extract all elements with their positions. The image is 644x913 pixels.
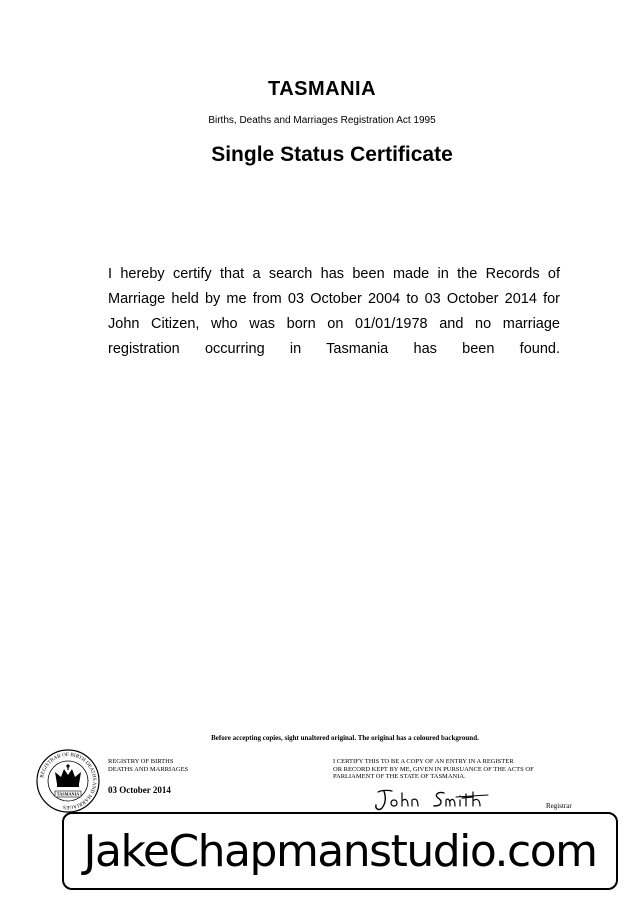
certify-line: PARLIAMENT OF THE STATE OF TASMANIA. <box>333 773 466 780</box>
seal-ring-text: REGISTRAR OF BIRTH DEATHS AND MARRIAGES <box>39 751 98 811</box>
watermark-text: JakeChapmanstudio.com <box>83 825 597 877</box>
registry-line: DEATHS AND MARRIAGES <box>108 766 189 773</box>
registry-line: REGISTRY OF BIRTHS <box>108 758 174 765</box>
act-subtitle: Births, Deaths and Marriages Registration Act 1995 <box>208 115 436 126</box>
issue-date: 03 October 2014 <box>108 785 171 795</box>
registrar-label: Registrar <box>546 802 572 810</box>
certification-statement <box>333 758 563 781</box>
registrar-signature <box>372 785 496 815</box>
original-notice: Before accepting copies, sight unaltered original. The original has a coloured background. <box>211 734 479 742</box>
certificate-title: Single Status Certificate <box>211 143 453 166</box>
certify-line: I CERTIFY THIS TO BE A COPY OF AN ENTRY IN A REGISTER <box>333 758 514 765</box>
seal-label: TASMANIA <box>56 791 80 797</box>
watermark-banner <box>62 812 618 890</box>
certify-line: OR RECORD KEPT BY ME, GIVEN IN PURSUANCE OF THE ACTS OF <box>333 765 534 773</box>
registry-seal-icon <box>35 748 101 814</box>
certificate-body: I hereby certify that a search has been made in the Records of Marriage held by me from 03 October 2004 to 03 October 2014 for John Citizen, who was born on 01/01/1978 and no marriage registration occurring in Tasmania has been found. <box>108 266 560 357</box>
state-heading: TASMANIA <box>267 78 377 100</box>
registry-name <box>108 758 188 774</box>
